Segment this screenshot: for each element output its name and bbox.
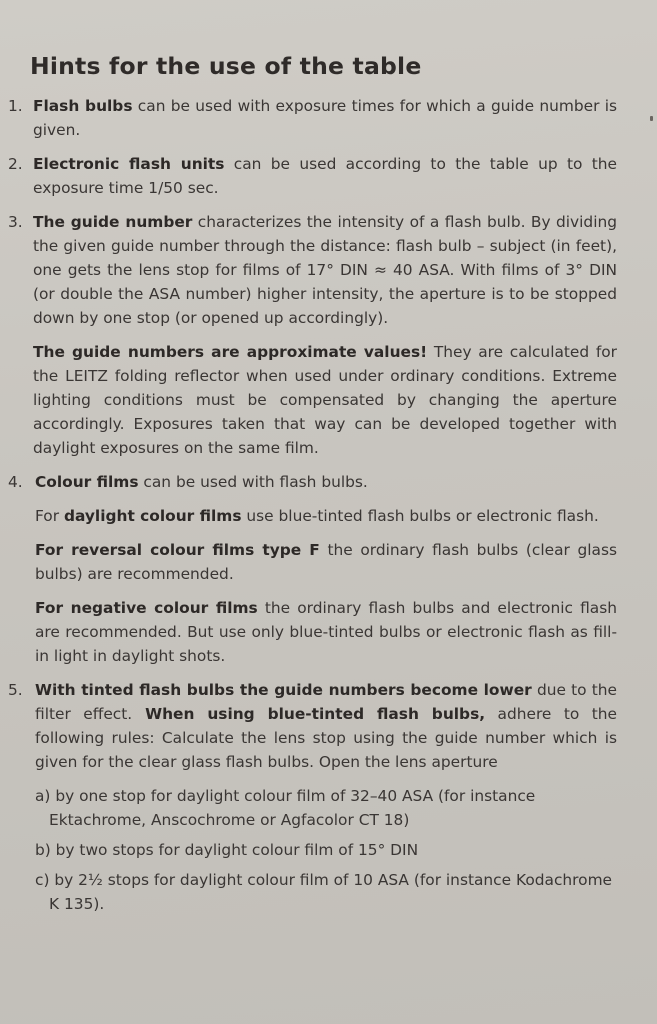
bold-lead: Flash bulbs: [33, 97, 133, 115]
item-number: 2.: [8, 155, 23, 173]
paragraph: [35, 470, 617, 494]
sub-item-a: a) by one stop for daylight colour film of 32–40 ASA (for instance Ektachrome, Anscochrome or Agfacolor CT 18): [35, 787, 536, 829]
bold-lead: For reversal colour films type F: [35, 541, 320, 559]
item-body: [33, 94, 617, 142]
page-title: Hints for the use of the table: [30, 52, 422, 80]
paragraph-text: can be used with flash bulbs.: [138, 473, 368, 491]
paragraph: [35, 678, 617, 774]
item-body: [33, 152, 617, 200]
paragraph: [35, 538, 617, 586]
item-body: [33, 678, 617, 916]
bold-inline: When using blue-tinted flash bulbs,: [132, 705, 486, 723]
item-body: [33, 470, 617, 668]
paragraph: [33, 94, 617, 142]
paragraph: [33, 152, 617, 200]
bold-lead: For negative colour films: [35, 599, 258, 617]
hints-list: [8, 94, 617, 916]
paragraph-text: can be used according to the table up to the exposure time 1/50 sec.: [33, 155, 618, 197]
paragraph: [33, 340, 617, 460]
sub-item-b: b) by two stops for daylight colour film of 15° DIN: [35, 841, 419, 859]
list-item: [8, 94, 617, 142]
paragraph: [33, 210, 617, 330]
bold-lead: The guide numbers are approximate values!: [33, 343, 428, 361]
item-number: 4.: [8, 473, 23, 491]
item-body: [33, 210, 617, 460]
paragraph-text: the ordinary flash bulbs (clear glass bulbs) are recommended.: [35, 541, 617, 583]
list-item: [8, 152, 617, 200]
item-number: 5.: [8, 681, 23, 699]
paragraph-text: adhere to the following rules: Calculate the lens stop using the guide number which is given for the clear glass flash bulbs. Open the lens aperture: [35, 705, 617, 771]
paragraph-prefix: For: [35, 507, 64, 525]
item-number: 3.: [8, 213, 23, 231]
bold-lead: The guide number: [33, 213, 193, 231]
paragraph-text: can be used with exposure times for which a guide number is given.: [33, 97, 618, 139]
bold-lead: With tinted flash bulbs the guide numbers become lower: [35, 681, 532, 699]
bold-lead: Colour films: [35, 473, 139, 491]
bold-lead: Electronic flash units: [33, 155, 225, 173]
paragraph-text: characterizes the intensity of a flash bulb. By dividing the given guide number through the distance: flash bulb – subject (in feet), one gets the lens stop for films of 17° DIN ≈ 40 ASA. With films of 3° DIN (or double the ASA number) higher intensity, the aperture is to be stopped down by one stop (or opened up accordingly).: [33, 213, 617, 327]
paragraph-text: They are calculated for the LEITZ folding reflector when used under ordinary conditions. Extreme lighting conditions must be compensated by changing the aperture accordingly. Exposures taken that way can be developed together with daylight exposures on the same film.: [33, 343, 618, 457]
sub-item-c: c) by 2½ stops for daylight colour film of 10 ASA (for instance Kodachrome K 135).: [35, 871, 613, 913]
paragraph-text: use blue-tinted flash bulbs or electronic flash.: [241, 507, 599, 525]
paragraph: [35, 504, 617, 528]
item-number: 1.: [8, 97, 23, 115]
paragraph-text: due to the filter effect.: [35, 681, 617, 723]
paragraph-text: the ordinary flash bulbs and electronic flash are recommended. But use only blue-tinted bulbs or electronic flash as fill-in light in daylight shots.: [35, 599, 617, 665]
list-item: [8, 678, 617, 916]
list-item: [8, 210, 617, 460]
paper-speck: [650, 116, 653, 121]
paragraph: [35, 596, 617, 668]
list-item: [8, 470, 617, 668]
bold-lead: daylight colour films: [63, 507, 242, 525]
